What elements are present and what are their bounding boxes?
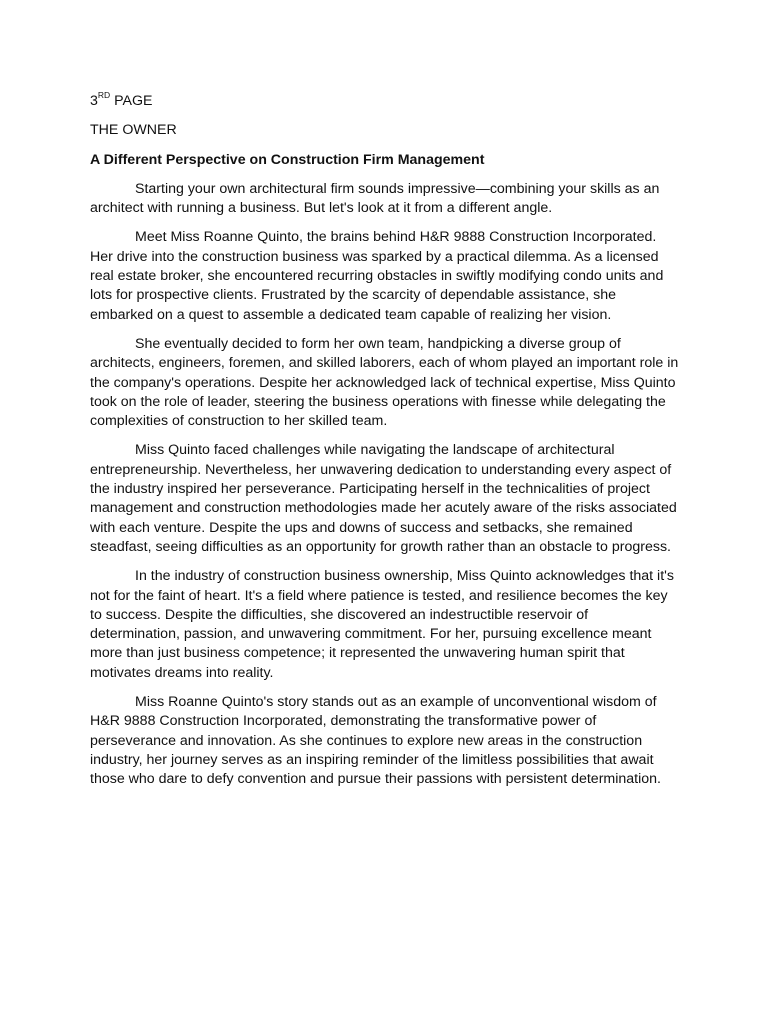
article-heading: A Different Perspective on Construction Firm Management xyxy=(90,151,485,168)
page-label xyxy=(90,92,680,111)
paragraph-challenges: Miss Quinto faced challenges while navigating the landscape of architectural entrepreneurship. Nevertheless, her unwavering dedication to understanding every aspect of the industry inspired her perseverance. Participating herself in the technicalities of project management and construction methodologies made her acutely aware of the risks associated with each venture. Despite the ups and downs of success and setbacks, she remained steadfast, seeing difficulties as an opportunity for growth rather than an obstacle to progress. xyxy=(90,442,677,555)
document-body xyxy=(90,92,680,800)
paragraph-meet-quinto: Meet Miss Roanne Quinto, the brains behind H&R 9888 Construction Incorporated. Her drive into the construction business was sparked by a practical dilemma. As a licensed real estate broker, she encountered recurring obstacles in swiftly modifying condo units and lots for prospective clients. Frustrated by the scarcity of dependable assistance, she embarked on a quest to assemble a dedicated team capable of realizing her vision. xyxy=(90,229,664,323)
page-label-word: PAGE xyxy=(110,93,153,109)
section-title: THE OWNER xyxy=(90,122,177,139)
paragraph-team: She eventually decided to form her own team, handpicking a diverse group of architects, engineers, foremen, and skilled laborers, each of whom played an important role in the company's operations. Despite her acknowledged lack of technical expertise, Miss Quinto took on the role of leader, steering the business operations with finesse while delegating the complexities of construction to her skilled team. xyxy=(90,335,679,430)
page-label-suffix: RD xyxy=(97,90,111,101)
paragraph-intro: Starting your own architectural firm sounds impressive—combining your skills as an architect with running a business. But let's look at it from a different angle. xyxy=(90,180,660,217)
paragraph-industry: In the industry of construction business ownership, Miss Quinto acknowledges that it's not for the faint of heart. It's a field where patience is tested, and resilience becomes the key to success. Despite the difficulties, she discovered an indestructible reservoir of determination, passion, and unwavering commitment. For her, pursuing excellence meant more than just business competence; it represented the unwavering human spirit that motivates dreams into reality. xyxy=(90,568,674,681)
page-label-number: 3 xyxy=(90,93,98,109)
paragraph-conclusion: Miss Roanne Quinto's story stands out as an example of unconventional wisdom of H&R 9888 Construction Incorporated, demonstrating the transformative power of perseverance and innovation. As she continues to explore new areas in the construction industry, her journey serves as an inspiring reminder of the limitless possibilities that await those who dare to defy convention and pursue their passions with persistent determination. xyxy=(90,694,661,788)
